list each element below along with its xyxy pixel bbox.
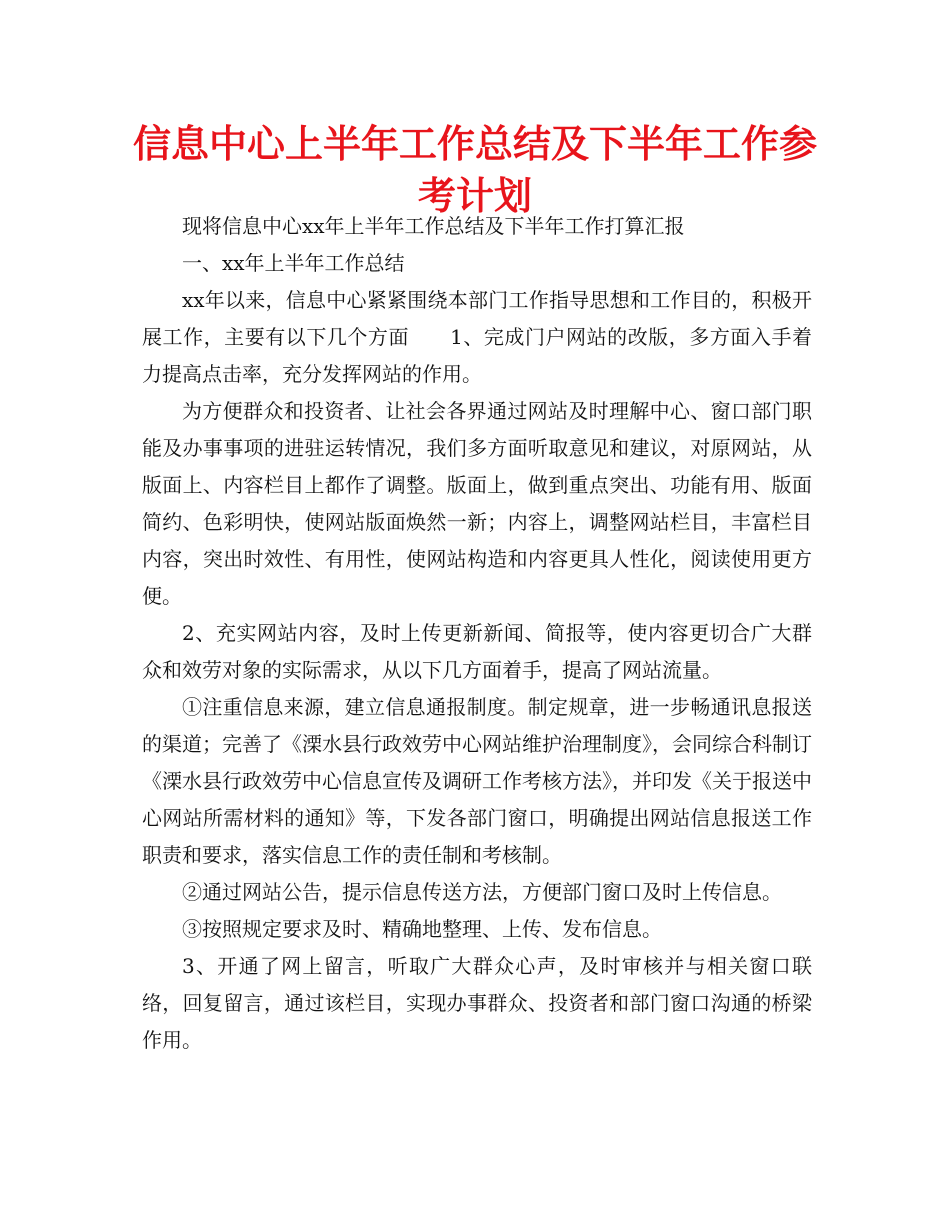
paragraph: ①注重信息来源，建立信息通报制度。制定规章，进一步畅通讯息报送的渠道；完善了《溧水县行政效劳中心网站维护治理制度》，会同综合科制订《溧水县行政效劳中心信息宣传及调研工作考核方法》，并印发《关于报送中心网站所需材料的通知》等，下发各部门窗口，明确提出网站信息报送工作职责和要求，落实信息工作的责任制和考核制。 [142, 695, 812, 867]
section-heading-1: 一、xx年上半年工作总结 [182, 251, 405, 275]
paragraph: 2、充实网站内容，及时上传更新新闻、简报等，使内容更切合广大群众和效劳对象的实际需求，从以下几方面着手，提高了网站流量。 [142, 621, 812, 682]
paragraph-intro: 现将信息中心xx年上半年工作总结及下半年工作打算汇报 [182, 214, 685, 238]
paragraph: 为方便群众和投资者、让社会各界通过网站及时理解中心、窗口部门职能及办事事项的进驻运转情况，我们多方面听取意见和建议，对原网站，从版面上、内容栏目上都作了调整。版面上，做到重点突出、功能有用、版面简约、色彩明快，使网站版面焕然一新；内容上，调整网站栏目，丰富栏目内容，突出时效性、有用性，使网站构造和内容更具人性化，阅读使用更方便。 [142, 399, 812, 608]
paragraph: 3、开通了网上留言，听取广大群众心声，及时审核并与相关窗口联络，回复留言，通过该栏目，实现办事群众、投资者和部门窗口沟通的桥梁作用。 [142, 954, 812, 1052]
document-body [142, 208, 812, 1059]
document-title: 信息中心上半年工作总结及下半年工作参考计划 [132, 122, 817, 218]
paragraph: xx年以来，信息中心紧紧围绕本部门工作指导思想和工作目的，积极开展工作，主要有以下几个方面 1、完成门户网站的改版，多方面入手着力提高点击率，充分发挥网站的作用。 [142, 288, 812, 386]
paragraph: ③按照规定要求及时、精确地整理、上传、发布信息。 [182, 917, 662, 941]
paragraph: ②通过网站公告，提示信息传送方法，方便部门窗口及时上传信息。 [182, 880, 782, 904]
